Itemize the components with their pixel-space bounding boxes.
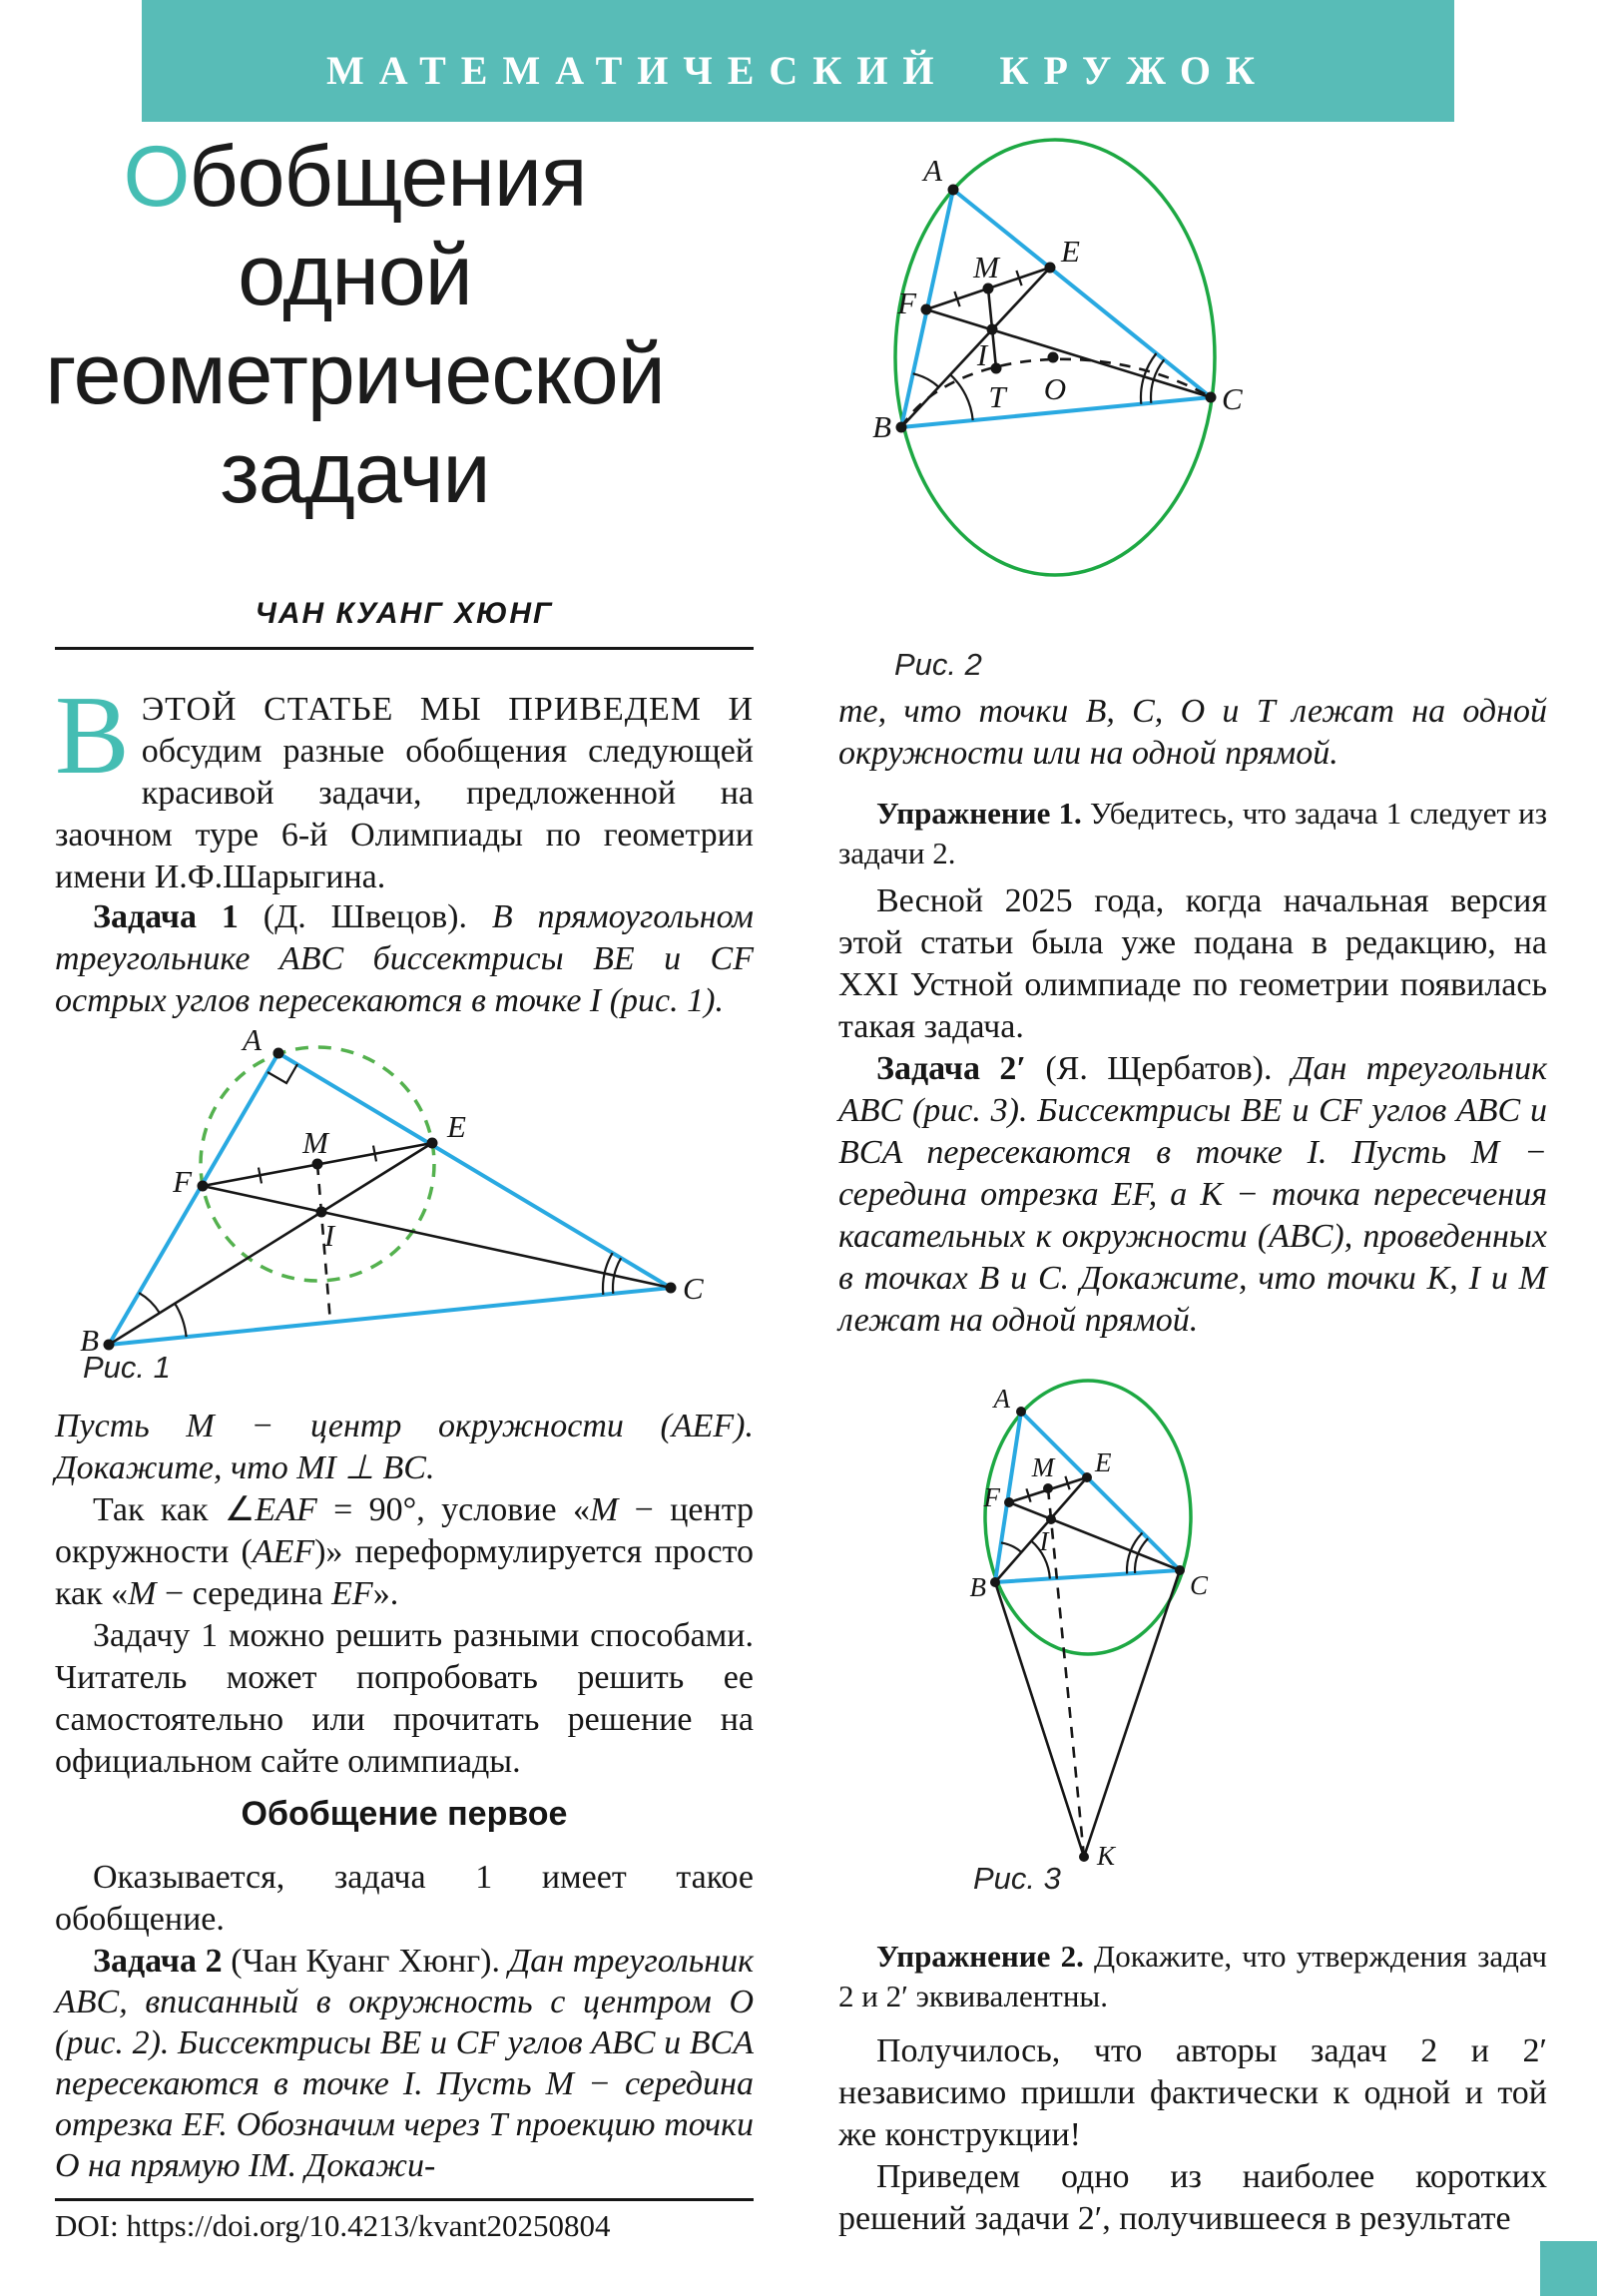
task2-continuation: те, что точки B, C, O и T лежат на одной окружности или на одной прямой. — [838, 693, 1547, 772]
article-author: ЧАН КУАНГ ХЮНГ — [255, 597, 554, 630]
prived-paragraph: Приведем одно из наиболее коротких решений задачи 2′, получившееся в результате — [838, 2158, 1547, 2237]
figure-2-label-E: E — [1061, 234, 1080, 269]
figure-2-label-T: T — [988, 379, 1006, 414]
figure-1-label-A: A — [243, 1022, 262, 1057]
figure-1-label-C: C — [683, 1271, 704, 1306]
figure-2-caption: Рис. 2 — [894, 647, 982, 682]
title-initial: О — [123, 129, 190, 225]
intro-first-line: ЭТОЙ СТАТЬЕ МЫ ПРИВЕДЕМ И — [141, 691, 754, 728]
poluch-paragraph: Получилось, что авторы задач 2 и 2′ независимо пришли фактически к одной и той же конструкции! — [838, 2032, 1547, 2153]
task2-paragraph: Задача 2 (Чан Куанг Хюнг). Дан треугольник ABC, вписанный в окружность с центром O (рис. 2). Биссектрисы BE и CF углов ABC и BCA пересекаются в точке I. Пусть M − середина отрезка EF. Обозначим через T проекцию точки O на прямую IM. Докажи- — [55, 1943, 754, 2184]
figure-1 — [60, 1022, 719, 1360]
title-line-3: геометрической — [45, 326, 665, 422]
figure-3-angle-marks-C — [1127, 1533, 1148, 1574]
obob-paragraph: Оказывается, задача 1 имеет такое обобщение. — [55, 1859, 754, 1938]
figure-3-circumcircle — [985, 1381, 1191, 1654]
figure-3-label-E: E — [1095, 1447, 1112, 1477]
footer-rule — [55, 2198, 754, 2201]
figure-1-triangle-ABC — [109, 1053, 671, 1345]
task1-continuation: Пусть M − центр окружности (AEF). Докажите, что MI ⊥ BC. — [55, 1408, 754, 1486]
figure-2-label-M: M — [973, 250, 999, 285]
figure-2-label-I: I — [976, 337, 988, 372]
title-line-4: задачи — [220, 425, 490, 521]
figure-3-points — [990, 1407, 1185, 1862]
vesna-paragraph: Весной 2025 года, когда начальная версия этой статьи была уже подана в редакцию, на XXI Устной олимпиаде по геометрии появилась такая задача. — [838, 882, 1547, 1045]
section-banner-title: МАТЕМАТИЧЕСКИЙ КРУЖОК — [325, 47, 1271, 93]
figure-3-caption: Рис. 3 — [973, 1861, 1061, 1896]
figure-3 — [918, 1384, 1477, 1889]
intro-paragraph — [55, 674, 754, 898]
section-heading-first-generalization: Обобщение первое — [241, 1795, 568, 1833]
figure-2-label-A: A — [923, 153, 942, 188]
figure-3-label-M: M — [1031, 1452, 1055, 1482]
figure-2 — [838, 95, 1537, 654]
figure-2-label-O: O — [1043, 371, 1067, 406]
figure-3-label-I: I — [1039, 1526, 1049, 1556]
exercise-1: Упражнение 1. Убедитесь, что задача 1 следует из задачи 2. — [838, 796, 1547, 870]
figure-1-label-I: I — [323, 1218, 335, 1253]
author-rule — [55, 647, 754, 650]
figure-3-cevians-and-tangents — [995, 1477, 1180, 1857]
figure-2-label-F: F — [897, 286, 916, 320]
figure-1-points — [104, 1048, 677, 1351]
figure-3-label-C: C — [1190, 1570, 1209, 1600]
exercise-2: Упражнение 2. Докажите, что утверждения задач 2 и 2′ эквивалентны. — [838, 1939, 1547, 2013]
figure-3-label-F: F — [983, 1482, 1000, 1512]
figure-3-label-K: K — [1097, 1841, 1116, 1871]
figure-3-label-A: A — [993, 1384, 1010, 1414]
intro-dropcap: В — [55, 674, 130, 798]
doi-line: DOI: https://doi.org/10.4213/kvant20250804 — [55, 2208, 611, 2243]
intro-rest: обсудим разные обобщения следующей красивой задачи, предложенной на заочном туре 6-й Олимпиады по геометрии имени И.Ф.Шарыгина. — [55, 733, 754, 895]
page-corner-block — [1540, 2241, 1597, 2296]
solve-paragraph: Задачу 1 можно решить разными способами. Читатель может попробовать решить ее самостоятельно или прочитать решение на официальном сайте олимпиады. — [55, 1617, 754, 1780]
figure-1-label-F: F — [173, 1164, 192, 1199]
title-line-2: одной — [238, 228, 472, 323]
figure-1-caption: Рис. 1 — [83, 1350, 171, 1385]
eaf-paragraph: Так как ∠EAF = 90°, условие «M − центр окружности (AEF)» переформулируется просто как «M − середина EF». — [55, 1491, 754, 1612]
task2prime-paragraph: Задача 2′ (Я. Щербатов). Дан треугольник ABC (рис. 3). Биссектрисы BE и CF углов ABC и BCA пересекаются в точке I. Пусть M − середина отрезка EF, а K − точка пересечения касательных к окружности (ABC), проведенных в точках B и C. Докажите, что точки K, I и M лежат на одной прямой. — [838, 1050, 1547, 1339]
title-line-1 — [28, 128, 682, 227]
title-line-1-rest: бобщения — [189, 129, 587, 225]
figure-2-label-C: C — [1222, 381, 1243, 416]
task1-paragraph: Задача 1 (Д. Швецов). В прямоугольном треугольнике ABC биссектрисы BE и CF острых углов пересекаются в точке I (рис. 1). — [55, 898, 754, 1019]
figure-1-label-M: M — [302, 1125, 328, 1160]
figure-1-label-B: B — [80, 1323, 99, 1358]
article-title — [28, 128, 682, 523]
figure-3-label-B: B — [969, 1572, 986, 1602]
figure-1-label-E: E — [447, 1109, 466, 1144]
figure-2-label-B: B — [872, 409, 891, 444]
